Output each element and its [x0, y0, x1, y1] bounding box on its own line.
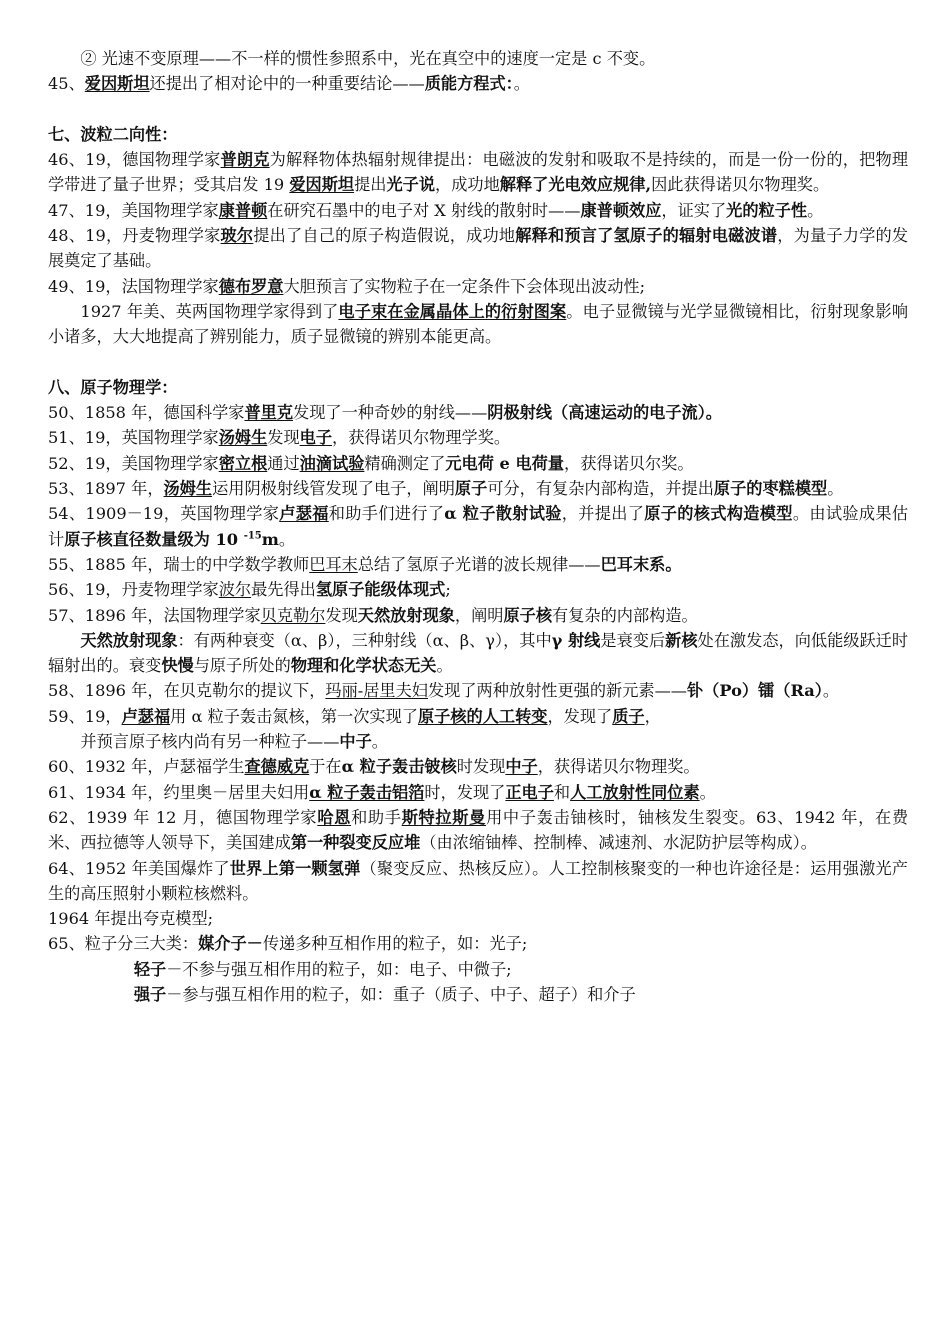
item-number: 59、19， [48, 706, 122, 726]
term-fission-reactor: 第一种裂变反应堆 [290, 833, 421, 853]
text: 和助手们进行了 [328, 504, 445, 524]
term-proton: 质子 [612, 706, 645, 726]
name-bohr: 玻尔 [220, 226, 254, 246]
name-strassmann: 斯特拉斯曼 [401, 807, 487, 827]
term-alpha-scattering: α 粒子散射试验 [444, 504, 562, 524]
text: 。电子显微镜与光学显微镜相比，衍射现象影响小诸多，大大地提高了辨别能力，质子显微镜的辨别本能更高。 [48, 301, 909, 347]
paragraph-65-hadron [48, 982, 908, 1007]
term-nucleus-size [64, 530, 279, 549]
item-number: 58、1896 年，在贝克勒尔的提议下， [48, 681, 326, 701]
text: ，阐明 [454, 605, 504, 625]
paragraph-64-continued [48, 906, 908, 931]
text: 于在 [309, 757, 342, 777]
term-decay-rate: 快慢 [161, 656, 194, 676]
text: 发现 [267, 428, 300, 448]
text: 传递多种互相作用的粒子，如：光子; [262, 934, 528, 954]
paragraph-45 [48, 71, 908, 96]
paragraph-46 [48, 147, 908, 198]
text: ② 光速不变原理——不一样的惯性参照系中，光在真空中的速度一定是 c 不变。 [80, 49, 656, 68]
term-positron: 正电子 [505, 782, 554, 802]
name-debroglie: 德布罗意 [218, 276, 284, 296]
paragraph-49 [48, 274, 908, 299]
name-planck: 普朗克 [220, 150, 270, 170]
paragraph-55 [48, 552, 908, 577]
text: 运用阴极射线管发现了电子，阐明 [212, 479, 455, 499]
text: 。 [436, 656, 453, 676]
term-nuclear-model: 原子的核式构造模型 [644, 504, 793, 524]
term-state-independent: 物理和化学状态无关 [290, 656, 437, 676]
text: 可分，有复杂内部构造，并提出 [487, 479, 714, 499]
name-millikan: 密立根 [218, 453, 268, 473]
text: －参与强互相作用的粒子，如：重子（质子、中子、超子）和介子 [166, 984, 636, 1004]
term-mass-energy: 质能方程式： [424, 74, 514, 94]
text: ，证实了 [661, 200, 727, 220]
term-cathode-ray: 阴极射线（高速运动的电子流）。 [487, 403, 722, 423]
paragraph-principle-2 [48, 46, 908, 71]
term-mediator: 媒介子－ [198, 934, 263, 954]
text: －不参与强互相作用的粒子，如：电子、中微子; [166, 959, 512, 979]
paragraph-60 [48, 754, 908, 779]
text: 并预言原子核内尚有另一种粒子—— [80, 732, 340, 752]
name-hahn: 哈恩 [317, 807, 352, 827]
paragraph-53 [48, 476, 908, 501]
text: 发现了两种放射性更强的新元素—— [428, 681, 687, 701]
text: 原子核直径数量级为 10 [64, 529, 244, 549]
item-number: 50、1858 年，德国科学家 [48, 403, 245, 423]
item-number: 46、19，德国物理学家 [48, 150, 221, 170]
paragraph-65-lepton [48, 957, 908, 982]
text: 。 [807, 200, 824, 220]
paragraph-62 [48, 805, 908, 856]
term-alpha-beryllium: α 粒子轰击铍核 [341, 757, 457, 777]
item-number: 48、19，丹麦物理学家 [48, 226, 221, 246]
term-hadron: 强子 [133, 984, 167, 1004]
paragraph-54 [48, 501, 908, 552]
text: 是衰变后 [600, 630, 666, 650]
text: ，发现了 [547, 706, 613, 726]
text: 在研究石墨中的电子对 X 射线的散射时—— [267, 200, 581, 220]
text: （由浓缩铀棒、控制棒、减速剂、水泥防护层等构成）。 [420, 833, 817, 853]
term-electron: 电子 [299, 428, 333, 448]
paragraph-49-continued [48, 299, 908, 350]
name-chadwick: 查德威克 [244, 757, 310, 777]
unit: m [261, 529, 279, 549]
text: ，为量子力学的发展奠定了基础。 [48, 226, 909, 271]
term-balmer-series: 巴耳末系。 [600, 554, 682, 574]
text: 有复杂的内部构造。 [552, 605, 698, 625]
text: 大胆预言了实物粒子在一定条件下会体现出波动性; [283, 276, 646, 296]
text: 发现 [325, 605, 358, 625]
item-number: 45、 [48, 74, 85, 94]
text: 1927 年美、英两国物理学家得到了 [80, 301, 339, 321]
text: 总结了氢原子光谱的波长规律—— [357, 554, 601, 574]
item-number: 65、粒子分三大类： [48, 934, 199, 954]
term-radioactivity: 天然放射现象 [357, 605, 455, 625]
spacer [48, 97, 908, 122]
paragraph-61 [48, 780, 908, 805]
term-elementary-charge: 元电荷 e 电荷量 [445, 453, 565, 473]
paragraph-47 [48, 198, 908, 223]
item-number: 49、19，法国物理学家 [48, 276, 219, 296]
section-title-8: 八、原子物理学： [48, 377, 178, 397]
document-page [48, 46, 908, 1007]
term-hydrogen-spectrum: 解释和预言了氢原子的辐射电磁波谱 [515, 226, 778, 246]
name-einstein: 爱因斯坦 [84, 74, 150, 94]
term-polonium-radium: 钋（Po）镭（Ra） [687, 681, 823, 701]
name-becquerel: 贝克勒尔 [260, 605, 326, 625]
paragraph-56 [48, 577, 908, 602]
text: 1964 年提出夸克模型; [48, 909, 214, 929]
text: 。 [827, 479, 844, 499]
paragraph-57 [48, 603, 908, 628]
text: 处在激发态，向低能级跃迁时辐射出的。衰变 [48, 630, 909, 676]
text: 为解释物体热辐射规律提出：电磁波的发射和吸取不是持续的，而是一份一份的，把物理学带进了量子世界；受其启发 19 [48, 150, 909, 195]
term-atom: 原子 [454, 479, 488, 499]
name-thomson: 汤姆生 [218, 428, 268, 448]
text: ， [644, 706, 661, 726]
paragraph-59 [48, 704, 908, 729]
text: 提出 [354, 175, 387, 195]
paragraph-58 [48, 678, 908, 703]
text: ，并提出了 [561, 504, 645, 524]
text: 时，发现了 [424, 782, 506, 802]
paragraph-64 [48, 856, 908, 907]
text: 精确测定了 [364, 453, 446, 473]
name-bohr: 波尔 [218, 580, 252, 600]
text: ：有两种衰变（α、β），三种射线（α、β、γ），其中 [177, 630, 552, 650]
paragraph-59-continued [48, 729, 908, 754]
term-neutron: 中子 [339, 732, 372, 752]
text: 因此获得诺贝尔物理奖。 [651, 175, 830, 195]
term-isotope: 人工放射性同位素 [570, 782, 700, 802]
item-number: 61、1934 年，约里奥－居里夫妇用 [48, 782, 310, 802]
term-photon: 光子说 [386, 175, 436, 195]
paragraph-50 [48, 400, 908, 425]
term-gamma-ray: γ 射线 [551, 630, 601, 650]
text: ，获得诺贝尔奖。 [564, 453, 694, 473]
text: 用 α 粒子轰击氮核，第一次实现了 [170, 706, 418, 726]
name-thomson: 汤姆生 [163, 479, 213, 499]
text: ，成功地 [435, 175, 500, 195]
paragraph-48 [48, 223, 908, 274]
exponent: -15 [243, 530, 262, 542]
name-einstein: 爱因斯坦 [289, 175, 355, 195]
text: 通过 [267, 453, 300, 473]
term-nucleus: 原子核 [503, 605, 553, 625]
text: 。 [513, 74, 530, 94]
name-curie: 玛丽-居里夫妇 [325, 681, 428, 701]
name-rutherford: 卢瑟福 [279, 504, 329, 524]
text: 和 [553, 782, 571, 802]
paragraph-65 [48, 931, 908, 956]
term-oil-drop: 油滴试验 [299, 453, 365, 473]
paragraph-57-continued [48, 628, 908, 679]
item-number: 51、19，英国物理学家 [48, 428, 219, 448]
term-energy-levels: 氢原子能级体现式 [315, 580, 446, 600]
text: 和助手 [351, 807, 402, 827]
item-number: 53、1897 年， [48, 479, 164, 499]
text: 用中子轰击铀核时，铀核发生裂变。63、1942 年，在费米、西拉德等人领导下，美国建成 [48, 807, 909, 853]
term-photoelectric: 解释了光电效应规律, [499, 175, 652, 195]
term-new-nucleus: 新核 [665, 630, 698, 650]
text: 。 [371, 732, 388, 752]
term-lepton: 轻子 [133, 959, 167, 979]
text: 。 [699, 782, 716, 802]
item-number: 55、1885 年，瑞士的中学数学教师 [48, 554, 310, 574]
term-particle-nature: 光的粒子性 [726, 200, 808, 220]
text: 最先得出 [251, 580, 316, 600]
text: ，获得诺贝尔物理奖。 [537, 757, 700, 777]
text: 提出了自己的原子构造假说，成功地 [253, 226, 516, 246]
name-rutherford: 卢瑟福 [121, 706, 171, 726]
term-alpha-aluminum: α 粒子轰击铝箔 [309, 782, 425, 802]
name-compton: 康普顿 [218, 200, 268, 220]
name-balmer: 巴耳末 [309, 554, 358, 574]
text: 时发现 [456, 757, 506, 777]
text: 。由试验成果估计 [48, 504, 909, 549]
text: 发现了一种奇妙的射线—— [293, 403, 488, 423]
paragraph-51 [48, 425, 908, 450]
term-neutron: 中子 [505, 757, 538, 777]
text: ，获得诺贝尔物理学奖。 [332, 428, 511, 448]
text: （聚变反应、热核反应）。人工控制核聚变的一种也许途径是：运用强激光产生的高压照射小颗粒核燃料。 [48, 858, 908, 903]
item-number: 54、1909－19，英国物理学家 [48, 504, 280, 524]
item-number: 56、19，丹麦物理学家 [48, 580, 219, 600]
text: ; [445, 580, 451, 600]
term-hydrogen-bomb: 世界上第一颗氢弹 [229, 858, 361, 878]
text: 与原子所处的 [193, 656, 291, 676]
term-electron-diffraction: 电子束在金属晶体上的衍射图案 [338, 301, 567, 321]
item-number: 62、1939 年 12 月，德国物理学家 [48, 807, 318, 827]
text: 还提出了相对论中的一种重要结论—— [149, 74, 425, 94]
section-title-7: 七、波粒二向性： [48, 124, 178, 144]
item-number: 52、19，美国物理学家 [48, 453, 219, 473]
term-compton-effect: 康普顿效应 [580, 200, 662, 220]
item-number: 47、19，美国物理学家 [48, 200, 219, 220]
text: 。 [278, 529, 296, 549]
item-number: 60、1932 年，卢瑟福学生 [48, 757, 245, 777]
term-plum-pudding: 原子的枣糕模型 [713, 479, 828, 499]
spacer [48, 350, 908, 375]
text: 。 [822, 681, 840, 701]
paragraph-52 [48, 451, 908, 476]
item-number: 64、1952 年美国爆炸了 [48, 858, 230, 878]
item-number: 57、1896 年，法国物理学家 [48, 605, 261, 625]
name-plucker: 普里克 [244, 403, 294, 423]
term-radioactivity: 天然放射现象 [80, 630, 178, 650]
term-transmutation: 原子核的人工转变 [418, 706, 548, 726]
